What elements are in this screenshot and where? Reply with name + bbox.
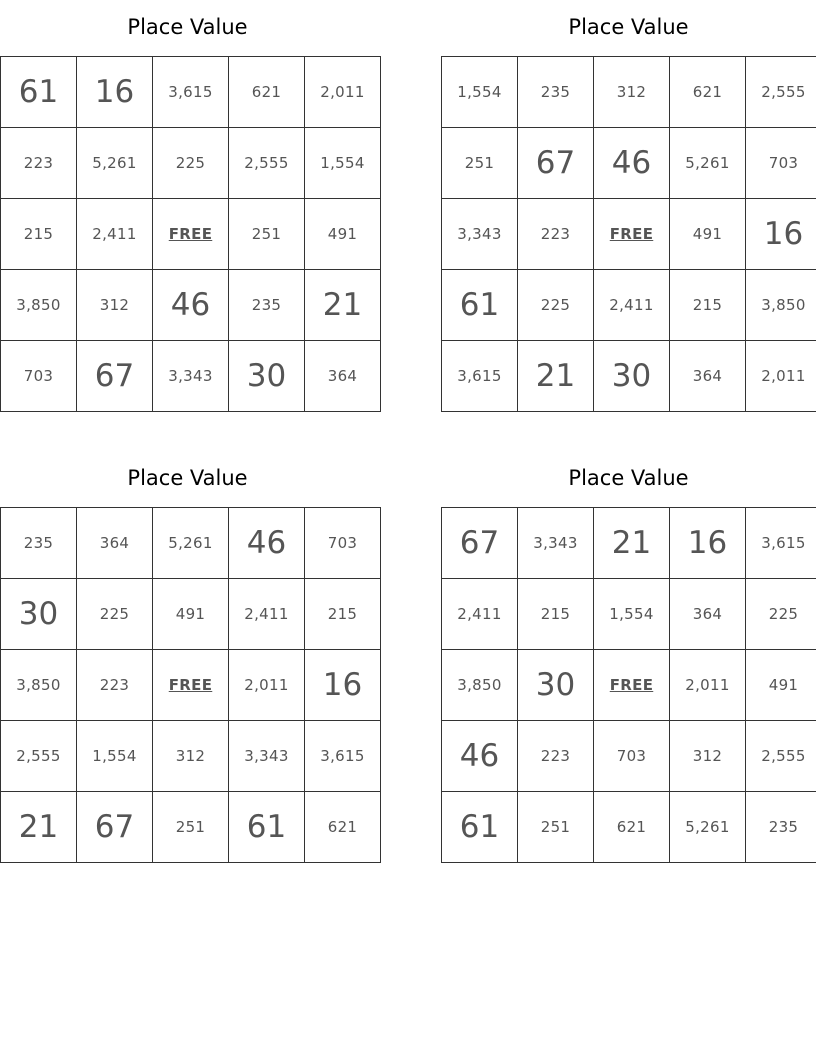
grid-cell: 61 xyxy=(229,792,305,863)
grid-cell: 61 xyxy=(442,792,518,863)
grid-cell: 251 xyxy=(518,792,594,863)
bingo-card-2 xyxy=(441,7,816,407)
grid-cell: 67 xyxy=(442,508,518,579)
grid-cell: 2,555 xyxy=(746,721,816,792)
grid-cell: 1,554 xyxy=(442,57,518,128)
grid-cell: 703 xyxy=(594,721,670,792)
grid-row xyxy=(442,792,816,863)
grid-row xyxy=(1,508,381,579)
card-title: Place Value xyxy=(127,15,248,39)
grid-cell: 46 xyxy=(229,508,305,579)
grid-cell: 21 xyxy=(1,792,77,863)
grid-row xyxy=(442,650,816,721)
grid-cell: 46 xyxy=(153,270,229,341)
grid-cell: 225 xyxy=(153,128,229,199)
grid-row xyxy=(442,721,816,792)
grid-cell: 312 xyxy=(594,57,670,128)
grid-cell: 67 xyxy=(77,792,153,863)
grid-cell: 223 xyxy=(1,128,77,199)
bingo-card-4 xyxy=(441,458,816,858)
grid-cell: 364 xyxy=(305,341,381,412)
grid-cell: 3,343 xyxy=(518,508,594,579)
grid-cell: 621 xyxy=(670,57,746,128)
grid-cell: 225 xyxy=(746,579,816,650)
grid-cell: 225 xyxy=(77,579,153,650)
grid-cell: 2,411 xyxy=(229,579,305,650)
grid-row xyxy=(1,650,381,721)
grid-row xyxy=(1,341,381,412)
grid-cell: 2,555 xyxy=(229,128,305,199)
grid-cell: 16 xyxy=(746,199,816,270)
grid-cell: 621 xyxy=(305,792,381,863)
card-title: Place Value xyxy=(127,466,248,490)
grid-cell: 235 xyxy=(746,792,816,863)
grid-row xyxy=(442,579,816,650)
grid-cell: 1,554 xyxy=(305,128,381,199)
card-title: Place Value xyxy=(568,466,689,490)
grid-row xyxy=(442,341,816,412)
grid-cell: 364 xyxy=(670,341,746,412)
grid-cell: 3,850 xyxy=(1,650,77,721)
grid-cell: 491 xyxy=(670,199,746,270)
bingo-card-1 xyxy=(0,7,375,407)
free-space: FREE xyxy=(594,650,670,721)
grid-cell: 2,411 xyxy=(77,199,153,270)
grid-cell: 2,011 xyxy=(746,341,816,412)
grid-cell: 3,343 xyxy=(229,721,305,792)
grid-cell: 312 xyxy=(77,270,153,341)
grid-cell: 3,615 xyxy=(746,508,816,579)
grid-cell: 215 xyxy=(670,270,746,341)
grid-cell: 703 xyxy=(1,341,77,412)
grid-cell: 3,615 xyxy=(305,721,381,792)
grid-cell: 364 xyxy=(77,508,153,579)
grid-row xyxy=(1,579,381,650)
grid-cell: 3,850 xyxy=(1,270,77,341)
grid-row xyxy=(442,270,816,341)
grid-cell: 30 xyxy=(518,650,594,721)
bingo-grid xyxy=(0,56,381,412)
grid-cell: 5,261 xyxy=(670,792,746,863)
grid-cell: 46 xyxy=(594,128,670,199)
grid-row xyxy=(442,199,816,270)
grid-cell: 364 xyxy=(670,579,746,650)
grid-cell: 491 xyxy=(746,650,816,721)
grid-cell: 312 xyxy=(670,721,746,792)
grid-cell: 223 xyxy=(518,199,594,270)
grid-row xyxy=(1,199,381,270)
grid-cell: 30 xyxy=(594,341,670,412)
grid-cell: 2,011 xyxy=(229,650,305,721)
grid-row xyxy=(1,792,381,863)
bingo-grid xyxy=(441,507,816,863)
grid-cell: 5,261 xyxy=(153,508,229,579)
grid-cell: 251 xyxy=(442,128,518,199)
grid-cell: 621 xyxy=(229,57,305,128)
grid-cell: 215 xyxy=(518,579,594,650)
grid-cell: 3,343 xyxy=(442,199,518,270)
grid-cell: 30 xyxy=(229,341,305,412)
grid-cell: 491 xyxy=(305,199,381,270)
grid-row xyxy=(1,721,381,792)
grid-cell: 3,615 xyxy=(153,57,229,128)
card-title: Place Value xyxy=(568,15,689,39)
grid-cell: 312 xyxy=(153,721,229,792)
grid-row xyxy=(1,57,381,128)
grid-cell: 2,411 xyxy=(442,579,518,650)
grid-cell: 3,615 xyxy=(442,341,518,412)
grid-cell: 1,554 xyxy=(77,721,153,792)
grid-cell: 621 xyxy=(594,792,670,863)
grid-cell: 2,555 xyxy=(746,57,816,128)
grid-cell: 225 xyxy=(518,270,594,341)
grid-cell: 491 xyxy=(153,579,229,650)
grid-cell: 223 xyxy=(77,650,153,721)
grid-cell: 2,011 xyxy=(305,57,381,128)
grid-cell: 703 xyxy=(305,508,381,579)
grid-cell: 3,343 xyxy=(153,341,229,412)
grid-row xyxy=(1,128,381,199)
grid-cell: 235 xyxy=(229,270,305,341)
grid-cell: 251 xyxy=(153,792,229,863)
grid-cell: 30 xyxy=(1,579,77,650)
grid-cell: 223 xyxy=(518,721,594,792)
grid-cell: 21 xyxy=(518,341,594,412)
grid-cell: 5,261 xyxy=(77,128,153,199)
free-space: FREE xyxy=(153,199,229,270)
grid-cell: 235 xyxy=(518,57,594,128)
grid-cell: 61 xyxy=(1,57,77,128)
grid-cell: 235 xyxy=(1,508,77,579)
grid-cell: 3,850 xyxy=(442,650,518,721)
bingo-grid xyxy=(441,56,816,412)
grid-cell: 2,411 xyxy=(594,270,670,341)
grid-cell: 215 xyxy=(1,199,77,270)
grid-row xyxy=(442,57,816,128)
free-space: FREE xyxy=(153,650,229,721)
grid-cell: 61 xyxy=(442,270,518,341)
grid-cell: 2,011 xyxy=(670,650,746,721)
grid-cell: 1,554 xyxy=(594,579,670,650)
grid-cell: 16 xyxy=(77,57,153,128)
grid-cell: 46 xyxy=(442,721,518,792)
grid-row xyxy=(442,128,816,199)
bingo-grid xyxy=(0,507,381,863)
grid-cell: 3,850 xyxy=(746,270,816,341)
bingo-card-3 xyxy=(0,458,375,858)
grid-cell: 21 xyxy=(594,508,670,579)
grid-cell: 16 xyxy=(670,508,746,579)
grid-cell: 2,555 xyxy=(1,721,77,792)
free-space: FREE xyxy=(594,199,670,270)
grid-cell: 215 xyxy=(305,579,381,650)
grid-row xyxy=(1,270,381,341)
grid-cell: 21 xyxy=(305,270,381,341)
grid-cell: 251 xyxy=(229,199,305,270)
grid-cell: 67 xyxy=(518,128,594,199)
grid-cell: 5,261 xyxy=(670,128,746,199)
grid-row xyxy=(442,508,816,579)
grid-cell: 16 xyxy=(305,650,381,721)
grid-cell: 703 xyxy=(746,128,816,199)
grid-cell: 67 xyxy=(77,341,153,412)
